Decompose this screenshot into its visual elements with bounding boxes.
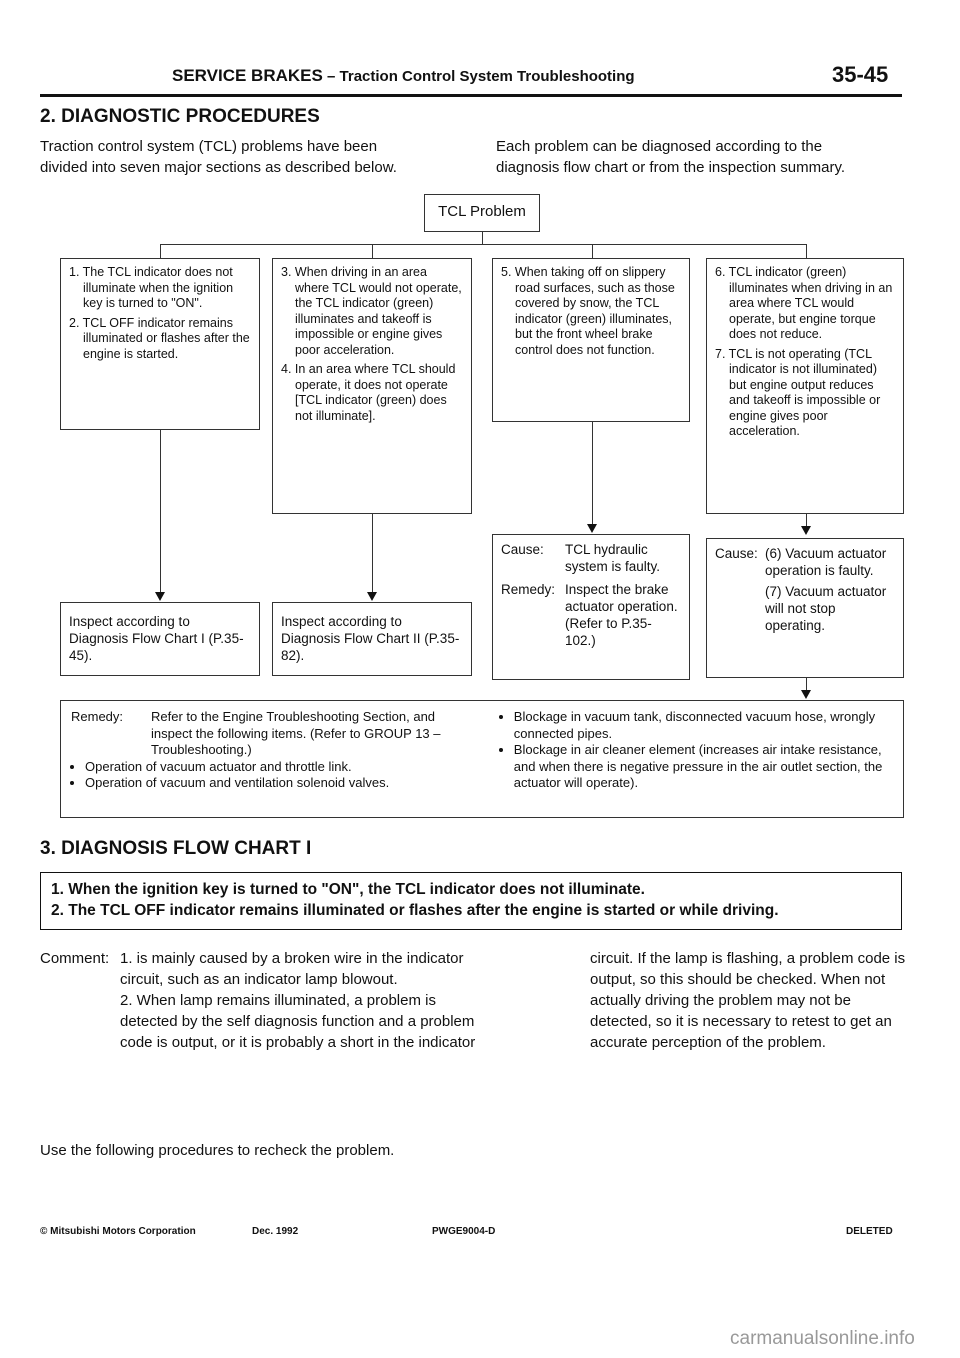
problem-box-3 — [492, 258, 690, 422]
footer-status: DELETED — [846, 1226, 893, 1237]
symptom-banner — [40, 872, 902, 930]
connector — [372, 514, 373, 594]
banner-line: 1. When the ignition key is turned to "ON", the TCL indicator does not illuminate. — [51, 881, 645, 898]
intro-left — [40, 136, 480, 178]
connector — [592, 244, 593, 258]
problem-item: 5. When taking off on slippery road surfaces, such as those covered by snow, the TCL indicator (green) illuminates, but the front wheel brake control does not function. — [501, 265, 675, 357]
comment-para: 2. When lamp remains illuminated, a problem is detected by the self diagnosis function and a problem code is output, or it is probably a short in the indicator — [120, 992, 476, 1051]
header-sub: – Traction Control System Troubleshooting — [322, 68, 635, 85]
intro-right — [496, 136, 906, 178]
arrow-down-icon — [367, 592, 377, 601]
recheck-text: Use the following procedures to recheck the problem. — [40, 1142, 395, 1159]
section-2-heading: 2. DIAGNOSTIC PROCEDURES — [40, 106, 320, 127]
banner-line: 2. The TCL OFF indicator remains illuminated or flashes after the engine is started or while driving. — [51, 902, 779, 919]
cause-label: Cause: — [501, 542, 544, 557]
problem-item: 4. In an area where TCL should operate, it does not operate [TCL indicator (green) does not illuminate]. — [281, 362, 456, 423]
intro-right-line: diagnosis flow chart or from the inspection summary. — [496, 159, 846, 176]
footer-doc-code: PWGE9004-D — [432, 1226, 496, 1237]
intro-left-line: divided into seven major sections as described below. — [40, 159, 397, 176]
problem-box-1 — [60, 258, 260, 430]
comment-body — [120, 948, 480, 1053]
cause-label: Cause: — [715, 546, 758, 561]
footer-date: Dec. 1992 — [252, 1226, 299, 1237]
cause-item: (6) Vacuum actuator operation is faulty. — [765, 546, 887, 578]
problem-item: 1. The TCL indicator does not illuminate when the ignition key is turned to "ON". — [69, 265, 234, 310]
connector — [372, 244, 373, 258]
remedy-text: Refer to the Engine Troubleshooting Section, and inspect the following items. (Refer to GROUP 13 – Troubleshooting.) — [151, 709, 441, 757]
connector — [592, 422, 593, 526]
watermark: carmanualsonline.info — [730, 1328, 915, 1349]
arrow-down-icon — [587, 524, 597, 533]
action-box-2: Inspect according to Diagnosis Flow Chart II (P.35-82). — [272, 602, 472, 676]
cause-list — [765, 545, 895, 634]
header-main: SERVICE BRAKES — [172, 66, 323, 85]
cause-box-4 — [706, 538, 904, 678]
remedy-bullet: • Blockage in vacuum tank, disconnected vacuum hose, wrongly connected pipes. — [514, 709, 893, 742]
comment-label: Comment: — [40, 950, 110, 967]
header-rule — [40, 94, 902, 97]
problem-item: 2. TCL OFF indicator remains illuminated or flashes after the engine is started. — [69, 315, 250, 361]
remedy-bullet: • Operation of vacuum actuator and throttle link. — [85, 759, 480, 776]
remedy-columns — [71, 709, 893, 792]
connector — [160, 244, 806, 245]
remedy-right — [480, 709, 893, 792]
comment-right: circuit. If the lamp is flashing, a problem code is output, so this should be checked. When not actually driving the problem may not be detected, so it is necessary to retest to get an accurate perception of the problem. — [590, 950, 906, 1051]
connector — [160, 430, 161, 594]
problem-box-2 — [272, 258, 472, 514]
remedy-box — [60, 700, 904, 818]
remedy-row — [71, 709, 480, 759]
intro-right-line: Each problem can be diagnosed according to the — [496, 138, 823, 155]
problem-item: 7. TCL is not operating (TCL indicator is not illuminated) but engine output reduces and takeoff is impossible or engine gives poor acceleration. — [715, 346, 881, 438]
intro-left-line: Traction control system (TCL) problems have been — [40, 138, 378, 155]
remedy-bullets-right — [500, 709, 893, 792]
problem-item: 6. TCL indicator (green) illuminates when driving in an area where TCL would operate, but engine torque does not reduce. — [715, 265, 893, 341]
cause-row — [501, 541, 681, 575]
connector — [160, 244, 161, 258]
remedy-label: Remedy: — [501, 582, 556, 597]
page-number: 35-45 — [832, 62, 889, 87]
remedy-text: Inspect the brake actuator operation. (Refer to P.35-102.) — [565, 582, 678, 648]
cause-row — [715, 545, 895, 634]
comment-left — [40, 948, 480, 1053]
remedy-bullet: • Blockage in air cleaner element (increases air intake resistance, and when there is negative pressure in the air outlet section, the actuator will operate). — [514, 742, 893, 792]
connector — [482, 232, 483, 244]
problem-item: 3. When driving in an area where TCL would not operate, the TCL indicator (green) illuminates and takeoff is impossible or engine gives poor acceleration. — [281, 265, 462, 357]
action-box-1: Inspect according to Diagnosis Flow Chart I (P.35-45). — [60, 602, 260, 676]
arrow-down-icon — [801, 526, 811, 535]
remedy-row — [501, 581, 681, 649]
cause-box-3 — [492, 534, 690, 680]
arrow-down-icon — [801, 690, 811, 699]
arrow-down-icon — [155, 592, 165, 601]
flow-root: TCL Problem — [424, 194, 540, 232]
cause-item: (7) Vacuum actuator will not stop operating. — [765, 584, 887, 633]
section-3-heading: 3. DIAGNOSIS FLOW CHART I — [40, 838, 312, 859]
remedy-bullet: • Operation of vacuum and ventilation solenoid valves. — [85, 775, 480, 792]
comment-para: 1. is mainly caused by a broken wire in the indicator circuit, such as an indicator lamp blowout. — [120, 950, 464, 988]
footer-copyright: © Mitsubishi Motors Corporation — [40, 1226, 196, 1237]
cause-text: TCL hydraulic system is faulty. — [565, 542, 661, 574]
remedy-bullets-left — [71, 759, 480, 792]
page-header-title — [172, 66, 635, 86]
remedy-label: Remedy: — [71, 709, 124, 724]
connector — [806, 244, 807, 258]
problem-box-4 — [706, 258, 904, 514]
remedy-left — [71, 709, 480, 792]
